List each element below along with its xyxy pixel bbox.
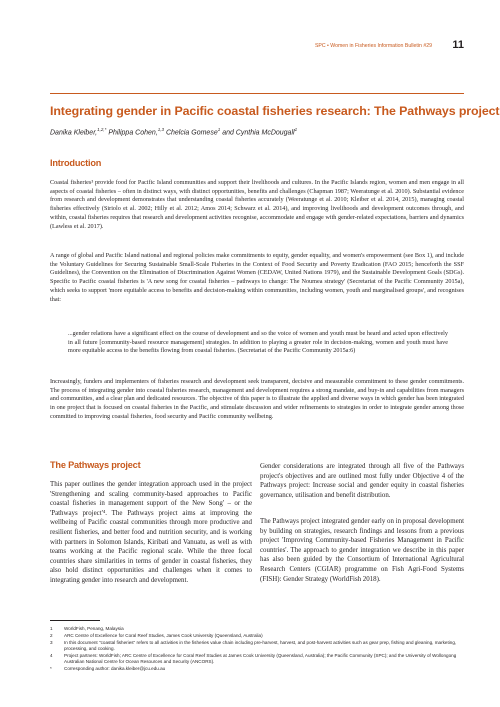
intro-paragraph-3: Increasingly, funders and implementers of fisheries research and development seek transparent, decisive and measurable commitment to these gender commitments. The process of integrating gender into coastal fisheries research, management and development requires a strong mandate, and buy-in and capabilities from managers and communities, and a clear plan and dedicated resources. The objective of this paper is to illustrate the applied and diverse ways in which gender has been integrated in one project that is focused on coastal fisheries in the Pacific, and stimulate discussion and wider refinements to strategies in order to integrate gender among those committed to improving coastal fisheries, food security and Pacific community wellbeing.	[50, 378, 464, 420]
author-affiliation: 1	[217, 127, 221, 132]
footnote-number: 3	[50, 640, 53, 645]
footnote-number: *	[50, 666, 52, 671]
footnote-number: 2	[50, 633, 53, 638]
author-affiliation: 1,3	[157, 127, 165, 132]
running-title: SPC • Women in Fisheries Information Bulletin #29	[314, 43, 432, 49]
intro-paragraph-2: A range of global and Pacific Island national and regional policies make commitments to equity, gender equality, and women's empowerment (see Box 1), and include the Voluntary Guidelines for Securing Sustainable Small-Scale Fisheries in the Context of Food Security and Poverty Eradication (FAO 2015; henceforth the SSF Guidelines), the Convention on the Elimination of Discrimination Against Women (CEDAW, United Nations 1979), and the Sustainable Development Goals (SDGs). Specific to Pacific coastal fisheries is 'A new song for coastal fisheries – pathways to change: The Noumea strategy' (Secretariat of the Pacific Community 2015a), which seeks to support 'more equitable access to benefits and decision-making within communities, including women, youth and marginalised groups', and recognises that:	[50, 252, 464, 303]
author-list	[50, 127, 470, 136]
footnote-text: In this document "coastal fisheries" refers to all activities in the fisheries value chain including pre-harvest, harvest, and post-harvest activities such as gear prep, fishing and gleaning, marketing, processing, and cooking.	[64, 640, 457, 651]
pathways-heading: The Pathways project	[50, 460, 141, 470]
block-quote: ...gender relations have a significant effect on the course of development and so the voice of women and youth must be heard and acted upon effectively in all future [community-based resource management] strategies. In addition to playing a greater role in decision-making, women and youth must have more equitable access to the benefits flowing from coastal fisheries. (Secretariat of the Pacific Community 2015a:6)	[68, 330, 448, 355]
author-name: Philippa Cohen,	[108, 129, 158, 137]
footnote	[50, 666, 464, 672]
pathways-right-paragraph-2: The Pathways project integrated gender early on in proposal development by building on strategies, research findings and lessons from a previous project 'Improving Community-based Fisheries Management in Pacific countries'. The approach to gender integration we describe in this paper has also been guided by the Consortium of International Agricultural Research Centers (CGIAR) programme on Fish Agri-Food Systems (FISH): Gender Strategy (WorldFish 2018).	[260, 518, 464, 583]
footnote-text: Corresponding author: danika.kleiber@jcu.edu.au	[64, 666, 166, 671]
footnote-text: Project partners: WorldFish; ARC Centre of Excellence for Coral Reef Studies at James Cook University (Queensland, Australia); the Pacific Community (SPC); and the University of Wollongong Australian National Centre for Ocean Resources and Security (ANCORS).	[64, 653, 457, 664]
footnote-rule	[50, 620, 100, 621]
title-rule	[50, 93, 464, 94]
intro-paragraph-1: Coastal fisheries³ provide food for Pacific Island communities and support their livelihoods and cultures. In the Pacific Islands region, women and men engage in all aspects of coastal fisheries – often in distinct ways, with distinct opportunities, benefits and challenges (Chapman 1987; Weeratunge et al. 2010). Substantial evidence from research and development demonstrates that understanding coastal fisheries accurately (Weeratunge et al. 2010; Kleiber et al. 2014, 2015), managing coastal fisheries effectively (Siriolo et al. 2002; Hilly et al. 2012; Amos 2014; Schwarz et al. 2014), and improving livelihoods and development outcomes through, and within, coastal fisheries requires that research and development activities recognise, accommodate and engage with gender-related expectations, barriers and dynamics (Lawless et al. 2017).	[50, 179, 464, 230]
footnote	[50, 653, 464, 665]
footnotes	[50, 626, 464, 673]
footnote	[50, 633, 464, 639]
footnote-text: WorldFish, Penang, Malaysia	[64, 626, 124, 631]
pathways-right-paragraph-1: Gender considerations are integrated through all five of the Pathways project's objectives and are outlined most fully under Objective 4 of the Pathways project: Increase social and gender equity in coastal fisheries governance, utilisation and benefit distribution.	[260, 463, 464, 499]
footnote-number: 4	[50, 653, 53, 658]
footnote-number: 1	[50, 626, 53, 631]
pathways-left-paragraph: This paper outlines the gender integration approach used in the project 'Strengthening and scaling community-based approaches to Pacific coastal fisheries in management support of the New Song' – or the 'Pathways project'⁴. The Pathways project aims at improving the wellbeing of Pacific coastal communities through more productive and resilient fisheries, and better food and nutrition security, and is working with partners in Solomon Islands, Kiribati and Vanuatu, as well as with teams working at the Pacific regional scale. While the three focal countries share similarities in terms of gender in coastal fisheries, they also hold distinct opportunities and challenges when it comes to integrating gender into research and development.	[50, 481, 252, 584]
footnote-text: ARC Centre of Excellence for Coral Reef Studies, James Cook University (Queensland, Australia)	[64, 633, 263, 638]
author-affiliation: 1	[294, 127, 298, 132]
article-title: Integrating gender in Pacific coastal fisheries research: The Pathways project	[50, 104, 500, 118]
author-name: Danika Kleiber,	[50, 129, 98, 137]
page-number: 11	[452, 39, 464, 51]
footnote	[50, 626, 464, 632]
author-name: Chelcia Gomese	[165, 129, 218, 137]
page-header	[300, 40, 464, 54]
footnote	[50, 640, 464, 652]
author-name: and Cynthia McDougall	[222, 129, 295, 137]
author-affiliation: 1,2,*	[97, 127, 107, 132]
introduction-heading: Introduction	[50, 158, 102, 168]
